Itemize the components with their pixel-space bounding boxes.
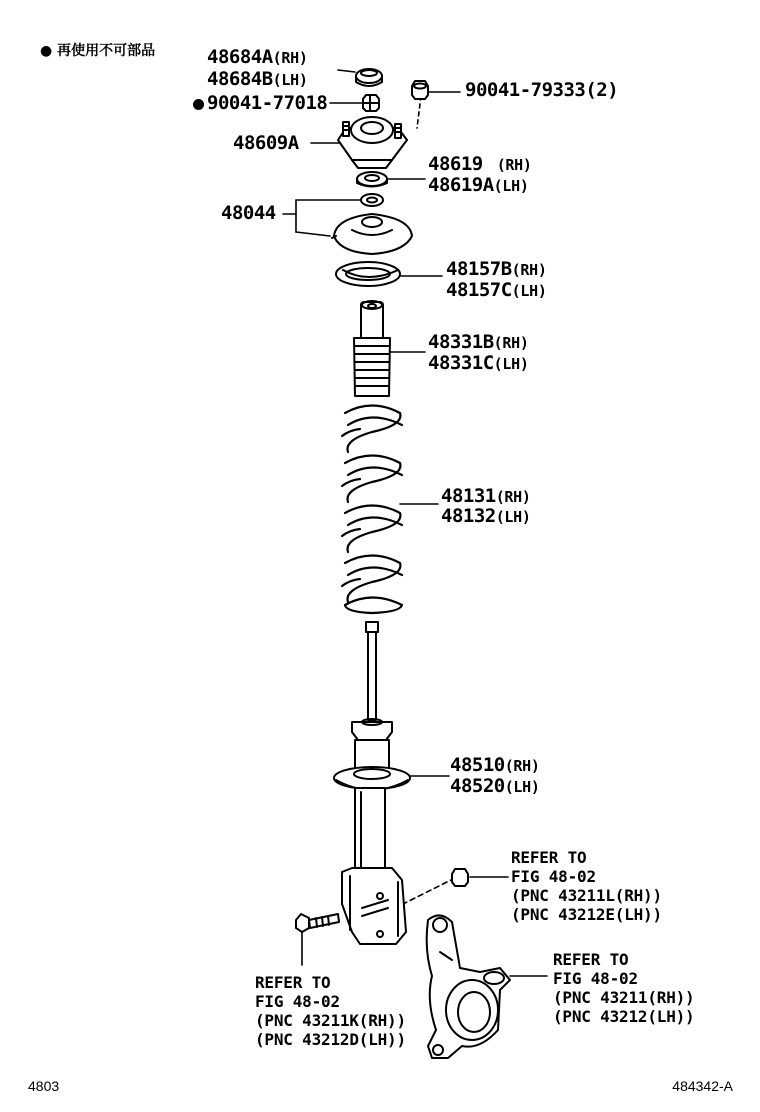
legend-marker: ● <box>40 43 53 59</box>
part-label-48510[interactable]: 48510(RH) <box>450 754 540 776</box>
part-label-48331b[interactable]: 48331B(RH) <box>428 331 529 353</box>
strut-mount-support <box>338 117 407 168</box>
coil-spring <box>342 406 402 614</box>
refer-line: (PNC 43212D(LH)) <box>255 1030 406 1049</box>
bump-stopper <box>354 301 390 396</box>
part-label-48157c[interactable]: 48157C(LH) <box>446 279 547 301</box>
strut-bearing <box>357 172 387 187</box>
refer-line: FIG 48-02 <box>553 969 638 988</box>
bearing-dust-cap <box>356 69 382 86</box>
part-label-48684b[interactable]: 48684B(LH) <box>207 68 308 90</box>
part-label-48520[interactable]: 48520(LH) <box>450 775 540 797</box>
part-label-48157b[interactable]: 48157B(RH) <box>446 258 547 280</box>
refer-line: REFER TO <box>255 973 331 992</box>
legend-text: 再使用不可部品 <box>57 43 156 59</box>
refer-block-bolt[interactable] <box>255 973 406 1049</box>
part-label-48684a[interactable]: 48684A(RH) <box>207 46 308 68</box>
part-label-48619[interactable]: 48619 (RH) <box>428 153 532 175</box>
refer-line: FIG 48-02 <box>511 867 596 886</box>
shock-absorber <box>334 622 410 944</box>
illustration-code: 484342-A <box>672 1078 733 1094</box>
refer-block-nut[interactable] <box>511 848 662 924</box>
non-reusable-dot-icon <box>193 99 204 110</box>
refer-line: (PNC 43211(RH)) <box>553 988 695 1007</box>
part-label-48331c[interactable]: 48331C(LH) <box>428 352 529 374</box>
refer-line: (PNC 43212E(LH)) <box>511 905 662 924</box>
refer-line: FIG 48-02 <box>255 992 340 1011</box>
part-label-90041-77018[interactable]: 90041-77018 <box>193 92 327 114</box>
figure-number: 4803 <box>28 1078 60 1094</box>
spring-insulator <box>336 262 400 286</box>
refer-line: REFER TO <box>553 950 629 969</box>
strut-bolt <box>296 914 339 932</box>
spring-seat <box>332 194 412 254</box>
part-label-48132[interactable]: 48132(LH) <box>441 505 531 527</box>
refer-line: REFER TO <box>511 848 587 867</box>
steering-knuckle <box>427 915 510 1058</box>
part-label-90041-79333[interactable]: 90041-79333(2) <box>465 79 619 101</box>
refer-line: (PNC 43211K(RH)) <box>255 1011 406 1030</box>
legend-non-reusable <box>40 40 155 60</box>
part-label-48044[interactable]: 48044 <box>221 202 276 224</box>
refer-line: (PNC 43211L(RH)) <box>511 886 662 905</box>
flange-nut <box>452 869 468 886</box>
support-nut <box>412 81 428 99</box>
part-label-48609a[interactable]: 48609A <box>233 132 299 154</box>
strut-nut <box>363 95 379 111</box>
part-label-48131[interactable]: 48131(RH) <box>441 485 531 507</box>
part-label-48619a[interactable]: 48619A(LH) <box>428 174 529 196</box>
refer-block-knuckle[interactable] <box>553 950 695 1026</box>
refer-line: (PNC 43212(LH)) <box>553 1007 695 1026</box>
